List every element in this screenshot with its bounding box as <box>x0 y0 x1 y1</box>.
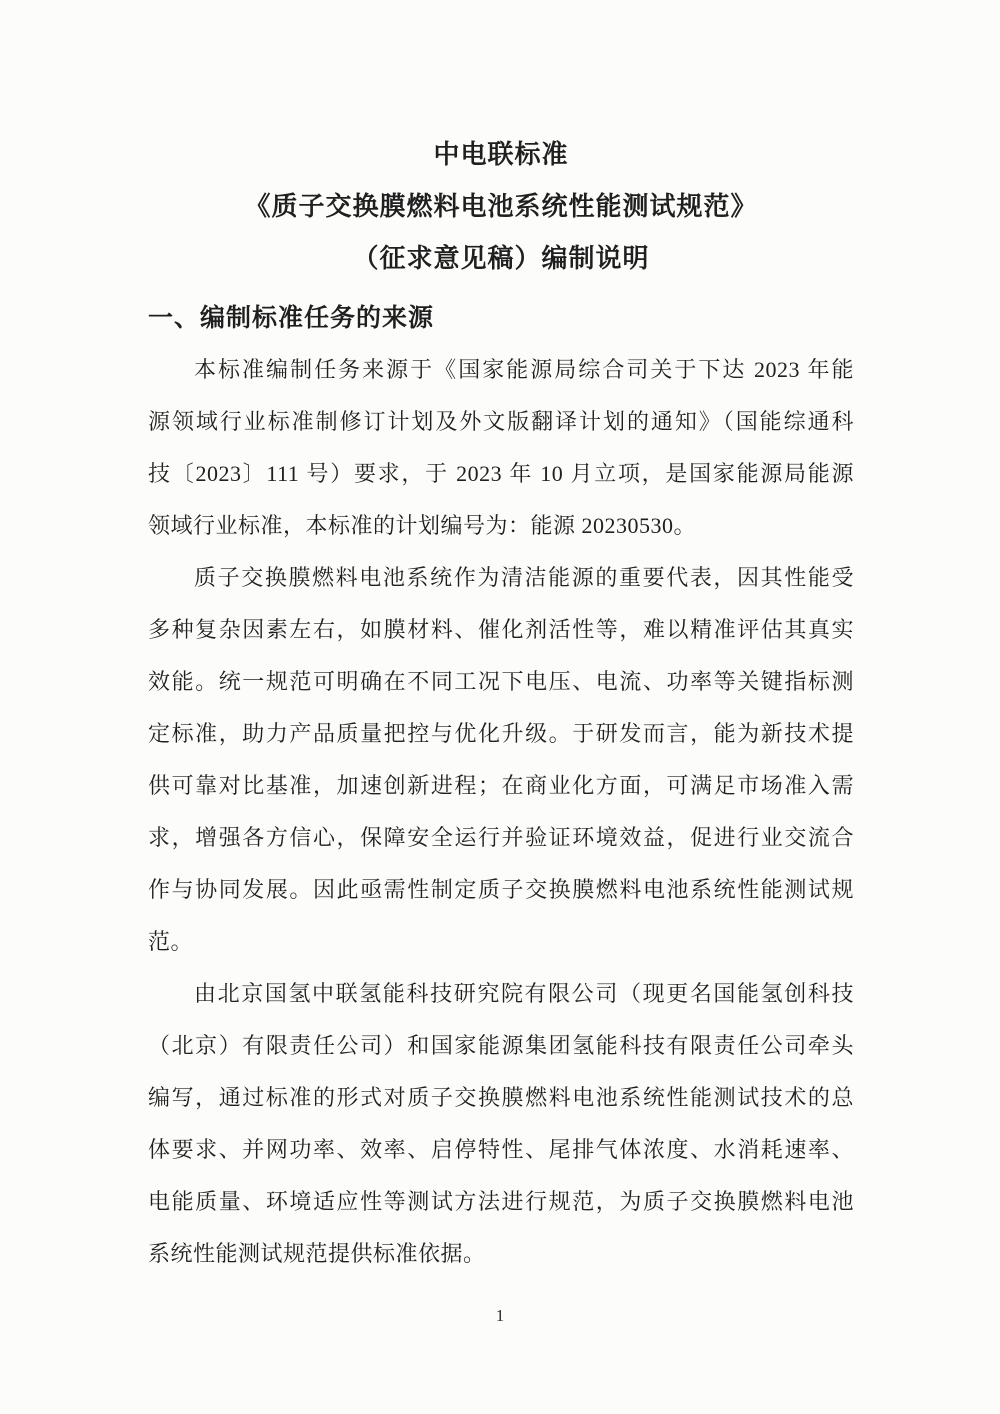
text-line: 系统性能测试规范提供标准依据。 <box>148 1241 486 1266</box>
text-line: 领域行业标准，本标准的计划编号为：能源 20230530。 <box>148 513 697 538</box>
text-line: 由北京国氢中联氢能科技研究院有限公司（现更名国能氢创科技 <box>194 981 854 1006</box>
text-line: 质子交换膜燃料电池系统作为清洁能源的重要代表，因其性能受 <box>194 565 854 590</box>
text-line: 技〔2023〕111 号）要求，于 2023 年 10 月立项，是国家能源局能源 <box>148 461 854 486</box>
text-line: 多种复杂因素左右，如膜材料、催化剂活性等，难以精准评估其真实 <box>148 617 854 642</box>
text-line: 源领域行业标准制修订计划及外文版翻译计划的通知》（国能综通科 <box>148 409 854 434</box>
page-number: 1 <box>495 1306 505 1325</box>
text-line: 定标准，助力产品质量把控与优化升级。于研发而言，能为新技术提 <box>148 721 854 746</box>
text-line: 体要求、并网功率、效率、启停特性、尾排气体浓度、水消耗速率、 <box>148 1137 854 1162</box>
document-title-draft-note: （征求意见稿）编制说明 <box>352 243 650 273</box>
paragraph <box>148 968 854 1280</box>
text-line: 效能。统一规范可明确在不同工况下电压、电流、功率等关键指标测 <box>148 669 854 694</box>
text-line: 编写，通过标准的形式对质子交换膜燃料电池系统性能测试技术的总 <box>148 1085 854 1110</box>
document-title-standard-name: 《质子交换膜燃料电池系统性能测试规范》 <box>244 191 758 221</box>
section-heading-task-source: 一、编制标准任务的来源 <box>148 304 435 332</box>
paragraph <box>148 552 854 968</box>
document-title-standard-org: 中电联标准 <box>433 139 569 169</box>
text-line: 作与协同发展。因此亟需性制定质子交换膜燃料电池系统性能测试规 <box>148 877 854 902</box>
document-content <box>148 128 854 1280</box>
paragraph <box>148 344 854 552</box>
text-line: 电能质量、环境适应性等测试方法进行规范，为质子交换膜燃料电池 <box>148 1189 854 1214</box>
text-line: （北京）有限责任公司）和国家能源集团氢能科技有限责任公司牵头 <box>148 1033 854 1058</box>
text-line: 本标准编制任务来源于《国家能源局综合司关于下达 2023 年能 <box>194 357 854 382</box>
document-body <box>148 344 854 1280</box>
text-line: 范。 <box>148 929 194 954</box>
text-line: 供可靠对比基准，加速创新进程；在商业化方面，可满足市场准入需 <box>148 773 854 798</box>
text-line: 求，增强各方信心，保障安全运行并验证环境效益，促进行业交流合 <box>148 825 854 850</box>
